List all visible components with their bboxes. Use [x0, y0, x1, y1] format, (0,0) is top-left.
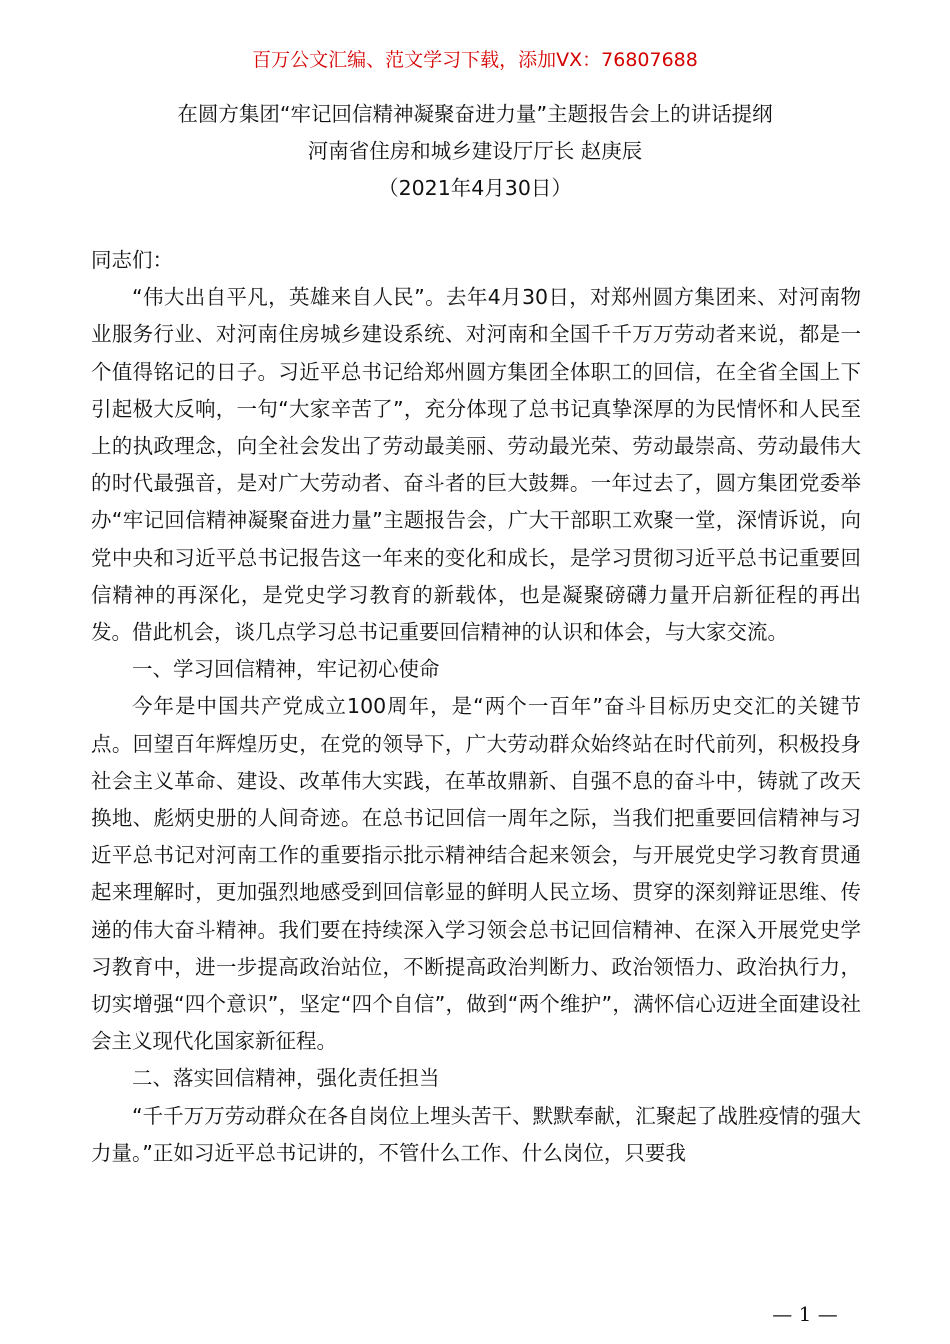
watermark-banner: 百万公文汇编、范文学习下载，添加VX：76807688 — [252, 49, 698, 71]
section-heading-2: 二、落实回信精神，强化责任担当 — [132, 1066, 440, 1091]
page-number: — 1 — — [772, 1302, 838, 1326]
speech-date: （2021年4月30日） — [378, 176, 572, 200]
paragraph-section-2: “千千万万劳动群众在各自岗位上埋头苦干、默默奉献，汇聚起了战胜疫情的强大力量。”正如习近平总书记讲的，不管什么工作、什么岗位，只要我 — [91, 1103, 861, 1165]
paragraph-intro: “伟大出自平凡，英雄来自人民”。去年4月30日，对郑州圆方集团来、对河南物业服务行业、对河南住房城乡建设系统、对河南和全国千千万万劳动者来说，都是一个值得铭记的日子。习近平总书记给郑州圆方集团全体职工的回信，在全省全国上下引起极大反响，一句“大家辛苦了”，充分体现了总书记真挚深厚的为民情怀和人民至上的执政理念，向全社会发出了劳动最美丽、劳动最光荣、劳动最崇高、劳动最伟大的时代最强音，是对广大劳动者、奋斗者的巨大鼓舞。一年过去了，圆方集团党委举办“牢记回信精神凝聚奋进力量”主题报告会，广大干部职工欢聚一堂，深情诉说，向党中央和习近平总书记报告这一年来的变化和成长，是学习贯彻习近平总书记重要回信精神的再深化，是党史学习教育的新载体，也是凝聚磅礴力量开启新征程的再出发。借此机会，谈几点学习总书记重要回信精神的认识和体会，与大家交流。 — [91, 285, 861, 645]
document-body — [91, 242, 861, 1172]
document-header — [0, 96, 950, 207]
section-heading-1: 一、学习回信精神，牢记初心使命 — [132, 657, 440, 682]
paragraph-section-1: 今年是中国共产党成立100周年，是“两个一百年”奋斗目标历史交汇的关键节点。回望百年辉煌历史，在党的领导下，广大劳动群众始终站在时代前列，积极投身社会主义革命、建设、改革伟大实践，在革故鼎新、自强不息的奋斗中，铸就了改天换地、彪炳史册的人间奇迹。在总书记回信一周年之际，当我们把重要回信精神与习近平总书记对河南工作的重要指示批示精神结合起来领会，与开展党史学习教育贯通起来理解时，更加强烈地感受到回信彰显的鲜明人民立场、贯穿的深刻辩证思维、传递的伟大奋斗精神。我们要在持续深入学习领会总书记回信精神、在深入开展党史学习教育中，进一步提高政治站位，不断提高政治判断力、政治领悟力、政治执行力，切实增强“四个意识”，坚定“四个自信”，做到“两个维护”，满怀信心迈进全面建设社会主义现代化国家新征程。 — [91, 694, 861, 1054]
salutation: 同志们： — [91, 248, 173, 272]
document-title: 在圆方集团“牢记回信精神凝聚奋进力量”主题报告会上的讲话提纲 — [177, 102, 773, 126]
speaker-line: 河南省住房和城乡建设厅厅长 赵庚辰 — [307, 139, 643, 163]
